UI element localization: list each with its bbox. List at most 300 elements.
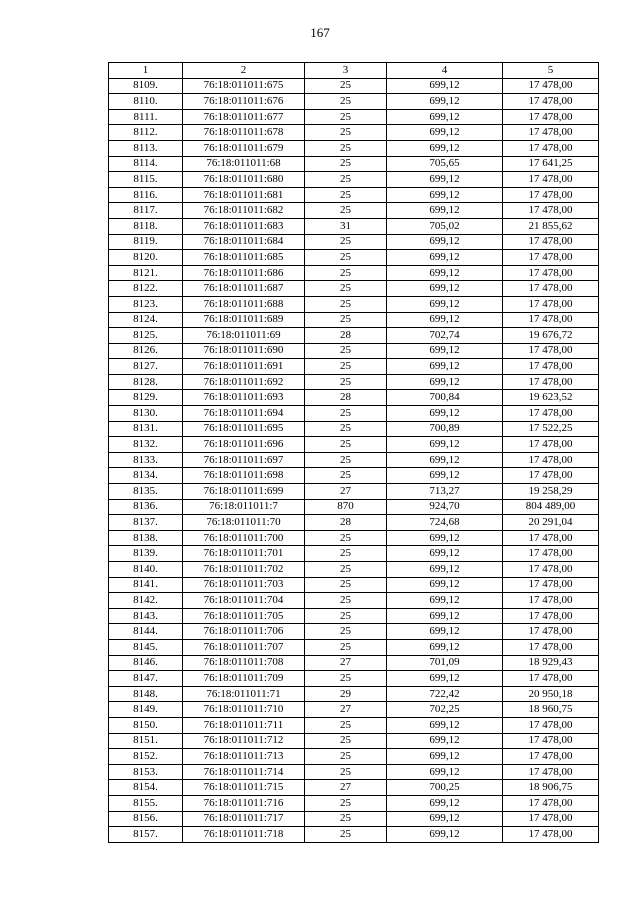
column-header-1: 1 <box>109 63 183 79</box>
area-cell: 25 <box>305 608 387 624</box>
area-cell: 870 <box>305 499 387 515</box>
cadastral-number-cell: 76:18:011011:716 <box>183 795 305 811</box>
cadastral-number-cell: 76:18:011011:703 <box>183 577 305 593</box>
cadastral-number-cell: 76:18:011011:704 <box>183 593 305 609</box>
value-cell: 17 478,00 <box>503 203 599 219</box>
table-row <box>109 686 599 702</box>
area-cell: 25 <box>305 717 387 733</box>
table-row <box>109 203 599 219</box>
cadastral-number-cell: 76:18:011011:686 <box>183 265 305 281</box>
rate-cell: 699,12 <box>387 827 503 843</box>
value-cell: 20 291,04 <box>503 515 599 531</box>
table-row <box>109 764 599 780</box>
row-number-cell: 8117. <box>109 203 183 219</box>
value-cell: 21 855,62 <box>503 218 599 234</box>
rate-cell: 699,12 <box>387 125 503 141</box>
value-cell: 17 478,00 <box>503 187 599 203</box>
rate-cell: 699,12 <box>387 172 503 188</box>
cadastral-number-cell: 76:18:011011:691 <box>183 359 305 375</box>
cadastral-number-cell: 76:18:011011:680 <box>183 172 305 188</box>
row-number-cell: 8144. <box>109 624 183 640</box>
table-row <box>109 795 599 811</box>
row-number-cell: 8145. <box>109 639 183 655</box>
row-number-cell: 8155. <box>109 795 183 811</box>
row-number-cell: 8147. <box>109 671 183 687</box>
area-cell: 25 <box>305 109 387 125</box>
rate-cell: 699,12 <box>387 109 503 125</box>
value-cell: 17 478,00 <box>503 281 599 297</box>
cadastral-number-cell: 76:18:011011:709 <box>183 671 305 687</box>
value-cell: 17 478,00 <box>503 671 599 687</box>
rate-cell: 699,12 <box>387 234 503 250</box>
row-number-cell: 8133. <box>109 452 183 468</box>
area-cell: 25 <box>305 406 387 422</box>
table-row <box>109 452 599 468</box>
table-row <box>109 624 599 640</box>
cadastral-number-cell: 76:18:011011:710 <box>183 702 305 718</box>
rate-cell: 924,70 <box>387 499 503 515</box>
cadastral-number-cell: 76:18:011011:681 <box>183 187 305 203</box>
cadastral-number-cell: 76:18:011011:692 <box>183 374 305 390</box>
area-cell: 25 <box>305 203 387 219</box>
row-number-cell: 8123. <box>109 296 183 312</box>
rate-cell: 699,12 <box>387 312 503 328</box>
rate-cell: 699,12 <box>387 203 503 219</box>
column-header-4: 4 <box>387 63 503 79</box>
value-cell: 17 478,00 <box>503 109 599 125</box>
value-cell: 18 906,75 <box>503 780 599 796</box>
cadastral-number-cell: 76:18:011011:701 <box>183 546 305 562</box>
area-cell: 25 <box>305 468 387 484</box>
table-row <box>109 296 599 312</box>
row-number-cell: 8139. <box>109 546 183 562</box>
row-number-cell: 8118. <box>109 218 183 234</box>
value-cell: 17 478,00 <box>503 608 599 624</box>
area-cell: 25 <box>305 577 387 593</box>
table-row <box>109 811 599 827</box>
rate-cell: 700,84 <box>387 390 503 406</box>
table-row <box>109 156 599 172</box>
table-row <box>109 281 599 297</box>
value-cell: 17 478,00 <box>503 172 599 188</box>
value-cell: 17 478,00 <box>503 296 599 312</box>
table-row <box>109 671 599 687</box>
cadastral-number-cell: 76:18:011011:700 <box>183 530 305 546</box>
area-cell: 28 <box>305 515 387 531</box>
table-row <box>109 390 599 406</box>
area-cell: 25 <box>305 312 387 328</box>
table-row <box>109 484 599 500</box>
row-number-cell: 8157. <box>109 827 183 843</box>
value-cell: 17 478,00 <box>503 312 599 328</box>
rate-cell: 699,12 <box>387 94 503 110</box>
value-cell: 18 929,43 <box>503 655 599 671</box>
table-row <box>109 187 599 203</box>
row-number-cell: 8150. <box>109 717 183 733</box>
rate-cell: 699,12 <box>387 733 503 749</box>
area-cell: 25 <box>305 343 387 359</box>
row-number-cell: 8154. <box>109 780 183 796</box>
rate-cell: 705,65 <box>387 156 503 172</box>
value-cell: 17 478,00 <box>503 546 599 562</box>
table-row <box>109 265 599 281</box>
row-number-cell: 8109. <box>109 78 183 94</box>
rate-cell: 699,12 <box>387 624 503 640</box>
value-cell: 17 478,00 <box>503 733 599 749</box>
value-cell: 17 478,00 <box>503 265 599 281</box>
value-cell: 17 478,00 <box>503 374 599 390</box>
rate-cell: 699,12 <box>387 639 503 655</box>
cadastral-number-cell: 76:18:011011:708 <box>183 655 305 671</box>
area-cell: 25 <box>305 187 387 203</box>
table-row <box>109 530 599 546</box>
table-header <box>109 63 599 79</box>
cadastral-number-cell: 76:18:011011:699 <box>183 484 305 500</box>
cadastral-number-cell: 76:18:011011:688 <box>183 296 305 312</box>
table-row <box>109 562 599 578</box>
table-row <box>109 125 599 141</box>
rate-cell: 699,12 <box>387 140 503 156</box>
area-cell: 25 <box>305 265 387 281</box>
row-number-cell: 8132. <box>109 437 183 453</box>
rate-cell: 699,12 <box>387 764 503 780</box>
table-row <box>109 78 599 94</box>
row-number-cell: 8112. <box>109 125 183 141</box>
rate-cell: 699,12 <box>387 608 503 624</box>
value-cell: 17 478,00 <box>503 359 599 375</box>
row-number-cell: 8136. <box>109 499 183 515</box>
value-cell: 17 478,00 <box>503 624 599 640</box>
area-cell: 27 <box>305 484 387 500</box>
value-cell: 17 478,00 <box>503 562 599 578</box>
cadastral-number-cell: 76:18:011011:7 <box>183 499 305 515</box>
row-number-cell: 8129. <box>109 390 183 406</box>
value-cell: 17 478,00 <box>503 406 599 422</box>
area-cell: 25 <box>305 359 387 375</box>
cadastral-number-cell: 76:18:011011:697 <box>183 452 305 468</box>
row-number-cell: 8114. <box>109 156 183 172</box>
row-number-cell: 8128. <box>109 374 183 390</box>
row-number-cell: 8121. <box>109 265 183 281</box>
area-cell: 25 <box>305 749 387 765</box>
header-row <box>109 63 599 79</box>
area-cell: 25 <box>305 593 387 609</box>
rate-cell: 699,12 <box>387 359 503 375</box>
rate-cell: 701,09 <box>387 655 503 671</box>
value-cell: 17 478,00 <box>503 78 599 94</box>
rate-cell: 713,27 <box>387 484 503 500</box>
row-number-cell: 8148. <box>109 686 183 702</box>
area-cell: 25 <box>305 250 387 266</box>
row-number-cell: 8135. <box>109 484 183 500</box>
cadastral-number-cell: 76:18:011011:711 <box>183 717 305 733</box>
rate-cell: 699,12 <box>387 187 503 203</box>
table-row <box>109 406 599 422</box>
cadastral-number-cell: 76:18:011011:68 <box>183 156 305 172</box>
cadastral-number-cell: 76:18:011011:70 <box>183 515 305 531</box>
table-row <box>109 343 599 359</box>
cadastral-number-cell: 76:18:011011:679 <box>183 140 305 156</box>
value-cell: 17 478,00 <box>503 795 599 811</box>
value-cell: 20 950,18 <box>503 686 599 702</box>
table-row <box>109 421 599 437</box>
table-row <box>109 437 599 453</box>
area-cell: 27 <box>305 702 387 718</box>
table-row <box>109 109 599 125</box>
table-body <box>109 78 599 842</box>
row-number-cell: 8131. <box>109 421 183 437</box>
rate-cell: 699,12 <box>387 562 503 578</box>
page-number: 167 <box>310 25 330 40</box>
table-row <box>109 374 599 390</box>
table-row <box>109 515 599 531</box>
area-cell: 25 <box>305 437 387 453</box>
cadastral-number-cell: 76:18:011011:718 <box>183 827 305 843</box>
row-number-cell: 8113. <box>109 140 183 156</box>
row-number-cell: 8122. <box>109 281 183 297</box>
row-number-cell: 8137. <box>109 515 183 531</box>
table-row <box>109 577 599 593</box>
rate-cell: 700,89 <box>387 421 503 437</box>
area-cell: 31 <box>305 218 387 234</box>
area-cell: 28 <box>305 328 387 344</box>
cadastral-number-cell: 76:18:011011:707 <box>183 639 305 655</box>
cadastral-number-cell: 76:18:011011:717 <box>183 811 305 827</box>
area-cell: 25 <box>305 639 387 655</box>
area-cell: 27 <box>305 780 387 796</box>
row-number-cell: 8140. <box>109 562 183 578</box>
table-row <box>109 468 599 484</box>
area-cell: 25 <box>305 764 387 780</box>
rate-cell: 722,42 <box>387 686 503 702</box>
area-cell: 25 <box>305 281 387 297</box>
area-cell: 25 <box>305 296 387 312</box>
rate-cell: 699,12 <box>387 296 503 312</box>
table-row <box>109 717 599 733</box>
area-cell: 25 <box>305 156 387 172</box>
value-cell: 17 478,00 <box>503 811 599 827</box>
cadastral-number-cell: 76:18:011011:71 <box>183 686 305 702</box>
area-cell: 25 <box>305 374 387 390</box>
rate-cell: 705,02 <box>387 218 503 234</box>
cadastral-number-cell: 76:18:011011:714 <box>183 764 305 780</box>
table-row <box>109 140 599 156</box>
value-cell: 19 676,72 <box>503 328 599 344</box>
rate-cell: 699,12 <box>387 530 503 546</box>
area-cell: 25 <box>305 421 387 437</box>
cadastral-number-cell: 76:18:011011:69 <box>183 328 305 344</box>
rate-cell: 699,12 <box>387 468 503 484</box>
rate-cell: 699,12 <box>387 795 503 811</box>
row-number-cell: 8138. <box>109 530 183 546</box>
rate-cell: 702,74 <box>387 328 503 344</box>
cadastral-number-cell: 76:18:011011:696 <box>183 437 305 453</box>
cadastral-number-cell: 76:18:011011:693 <box>183 390 305 406</box>
table-row <box>109 359 599 375</box>
rate-cell: 699,12 <box>387 811 503 827</box>
area-cell: 25 <box>305 530 387 546</box>
cadastral-number-cell: 76:18:011011:689 <box>183 312 305 328</box>
rate-cell: 699,12 <box>387 406 503 422</box>
column-header-5: 5 <box>503 63 599 79</box>
row-number-cell: 8125. <box>109 328 183 344</box>
value-cell: 17 478,00 <box>503 764 599 780</box>
cadastral-number-cell: 76:18:011011:706 <box>183 624 305 640</box>
table-row <box>109 234 599 250</box>
data-table <box>108 62 599 843</box>
area-cell: 25 <box>305 452 387 468</box>
value-cell: 17 641,25 <box>503 156 599 172</box>
area-cell: 25 <box>305 546 387 562</box>
rate-cell: 699,12 <box>387 749 503 765</box>
cadastral-number-cell: 76:18:011011:695 <box>183 421 305 437</box>
rate-cell: 699,12 <box>387 374 503 390</box>
cadastral-number-cell: 76:18:011011:684 <box>183 234 305 250</box>
cadastral-number-cell: 76:18:011011:675 <box>183 78 305 94</box>
cadastral-number-cell: 76:18:011011:682 <box>183 203 305 219</box>
row-number-cell: 8143. <box>109 608 183 624</box>
row-number-cell: 8134. <box>109 468 183 484</box>
row-number-cell: 8110. <box>109 94 183 110</box>
table-row <box>109 312 599 328</box>
value-cell: 19 258,29 <box>503 484 599 500</box>
area-cell: 25 <box>305 811 387 827</box>
area-cell: 25 <box>305 172 387 188</box>
row-number-cell: 8126. <box>109 343 183 359</box>
row-number-cell: 8119. <box>109 234 183 250</box>
rate-cell: 699,12 <box>387 250 503 266</box>
row-number-cell: 8149. <box>109 702 183 718</box>
table-row <box>109 639 599 655</box>
row-number-cell: 8153. <box>109 764 183 780</box>
area-cell: 25 <box>305 562 387 578</box>
rate-cell: 699,12 <box>387 343 503 359</box>
table-row <box>109 546 599 562</box>
rate-cell: 699,12 <box>387 593 503 609</box>
row-number-cell: 8130. <box>109 406 183 422</box>
row-number-cell: 8127. <box>109 359 183 375</box>
cadastral-number-cell: 76:18:011011:705 <box>183 608 305 624</box>
rate-cell: 699,12 <box>387 546 503 562</box>
cadastral-number-cell: 76:18:011011:677 <box>183 109 305 125</box>
column-header-2: 2 <box>183 63 305 79</box>
value-cell: 17 478,00 <box>503 717 599 733</box>
rate-cell: 724,68 <box>387 515 503 531</box>
cadastral-number-cell: 76:18:011011:678 <box>183 125 305 141</box>
rate-cell: 699,12 <box>387 265 503 281</box>
area-cell: 25 <box>305 78 387 94</box>
rate-cell: 699,12 <box>387 437 503 453</box>
value-cell: 804 489,00 <box>503 499 599 515</box>
table-row <box>109 328 599 344</box>
value-cell: 17 478,00 <box>503 125 599 141</box>
row-number-cell: 8124. <box>109 312 183 328</box>
area-cell: 25 <box>305 733 387 749</box>
value-cell: 17 478,00 <box>503 234 599 250</box>
row-number-cell: 8142. <box>109 593 183 609</box>
cadastral-number-cell: 76:18:011011:690 <box>183 343 305 359</box>
value-cell: 17 478,00 <box>503 593 599 609</box>
row-number-cell: 8141. <box>109 577 183 593</box>
value-cell: 17 478,00 <box>503 827 599 843</box>
table-row <box>109 94 599 110</box>
area-cell: 25 <box>305 671 387 687</box>
cadastral-number-cell: 76:18:011011:676 <box>183 94 305 110</box>
rate-cell: 699,12 <box>387 671 503 687</box>
value-cell: 17 478,00 <box>503 577 599 593</box>
cadastral-number-cell: 76:18:011011:715 <box>183 780 305 796</box>
row-number-cell: 8156. <box>109 811 183 827</box>
row-number-cell: 8111. <box>109 109 183 125</box>
table-row <box>109 499 599 515</box>
cadastral-number-cell: 76:18:011011:713 <box>183 749 305 765</box>
cadastral-number-cell: 76:18:011011:702 <box>183 562 305 578</box>
table-row <box>109 749 599 765</box>
row-number-cell: 8120. <box>109 250 183 266</box>
rate-cell: 699,12 <box>387 577 503 593</box>
area-cell: 25 <box>305 125 387 141</box>
cadastral-number-cell: 76:18:011011:694 <box>183 406 305 422</box>
value-cell: 17 478,00 <box>503 343 599 359</box>
rate-cell: 699,12 <box>387 452 503 468</box>
column-header-3: 3 <box>305 63 387 79</box>
area-cell: 25 <box>305 234 387 250</box>
table-row <box>109 780 599 796</box>
row-number-cell: 8115. <box>109 172 183 188</box>
table-row <box>109 655 599 671</box>
value-cell: 18 960,75 <box>503 702 599 718</box>
value-cell: 19 623,52 <box>503 390 599 406</box>
rate-cell: 702,25 <box>387 702 503 718</box>
value-cell: 17 478,00 <box>503 250 599 266</box>
cadastral-number-cell: 76:18:011011:683 <box>183 218 305 234</box>
value-cell: 17 522,25 <box>503 421 599 437</box>
table-row <box>109 250 599 266</box>
value-cell: 17 478,00 <box>503 452 599 468</box>
row-number-cell: 8116. <box>109 187 183 203</box>
area-cell: 29 <box>305 686 387 702</box>
cadastral-number-cell: 76:18:011011:685 <box>183 250 305 266</box>
area-cell: 25 <box>305 140 387 156</box>
row-number-cell: 8152. <box>109 749 183 765</box>
value-cell: 17 478,00 <box>503 94 599 110</box>
table-row <box>109 608 599 624</box>
table-row <box>109 218 599 234</box>
area-cell: 25 <box>305 827 387 843</box>
rate-cell: 699,12 <box>387 281 503 297</box>
row-number-cell: 8146. <box>109 655 183 671</box>
value-cell: 17 478,00 <box>503 639 599 655</box>
table-row <box>109 733 599 749</box>
table-row <box>109 702 599 718</box>
value-cell: 17 478,00 <box>503 437 599 453</box>
area-cell: 25 <box>305 94 387 110</box>
area-cell: 27 <box>305 655 387 671</box>
area-cell: 25 <box>305 795 387 811</box>
table-row <box>109 172 599 188</box>
value-cell: 17 478,00 <box>503 530 599 546</box>
rate-cell: 699,12 <box>387 78 503 94</box>
value-cell: 17 478,00 <box>503 468 599 484</box>
area-cell: 28 <box>305 390 387 406</box>
cadastral-number-cell: 76:18:011011:698 <box>183 468 305 484</box>
cadastral-number-cell: 76:18:011011:712 <box>183 733 305 749</box>
area-cell: 25 <box>305 624 387 640</box>
table-row <box>109 593 599 609</box>
row-number-cell: 8151. <box>109 733 183 749</box>
value-cell: 17 478,00 <box>503 140 599 156</box>
rate-cell: 700,25 <box>387 780 503 796</box>
